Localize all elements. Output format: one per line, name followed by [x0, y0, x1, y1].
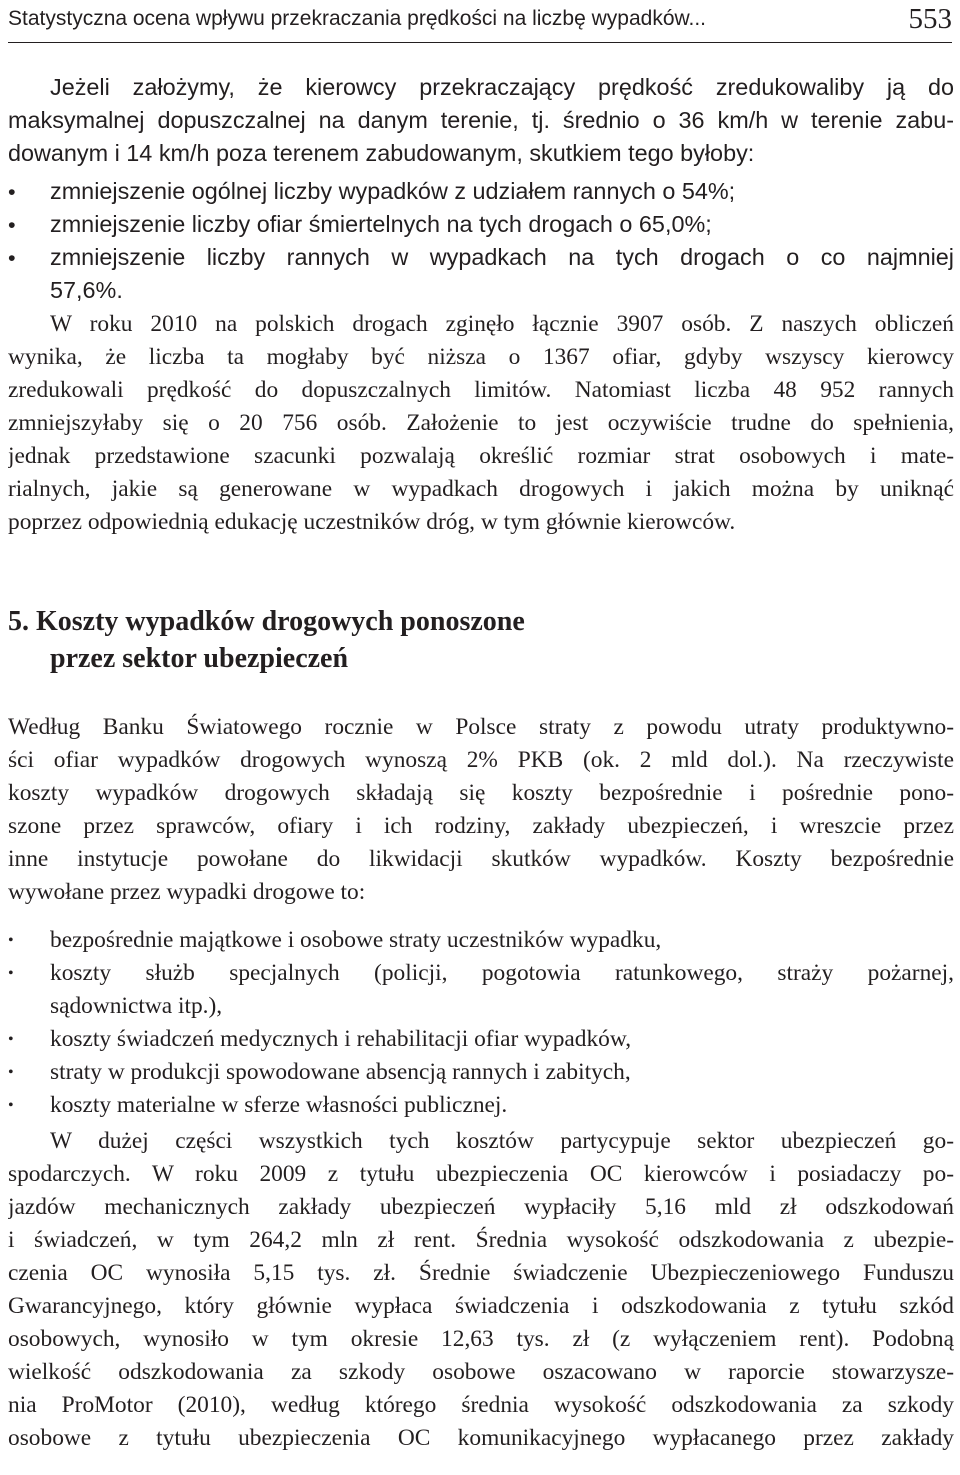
costs-intro-paragraph — [8, 711, 954, 909]
list-item-text: sądownictwa itp.), — [50, 993, 223, 1019]
direct-costs-list — [8, 924, 954, 1122]
text-line: poprzez odpowiednią edukację uczestników dróg, w tym głównie kierowców. — [8, 509, 736, 535]
text-line: i świadczeń, w tym 264,2 mln zł rent. Średnia wysokość odszkodowania z ubezpie- — [8, 1227, 954, 1253]
bullet-icon: • — [8, 245, 16, 270]
list-item-text: koszty materialne w sferze własności publicznej. — [50, 1092, 508, 1118]
text-line: rialnych, jakie są generowane w wypadkach drogowych i jakich można by uniknąć — [8, 476, 954, 502]
list-item — [8, 1023, 954, 1056]
list-item-text: 57,6%. — [50, 277, 123, 303]
bullet-icon: • — [8, 965, 14, 982]
text-line: zmniejszyłaby się o 20 756 osób. Założenie to jest oczywiście trudne do spełnienia, — [8, 410, 954, 436]
bullet-icon: • — [8, 1097, 14, 1114]
list-item-text: bezpośrednie majątkowe i osobowe straty uczestników wypadku, — [50, 927, 662, 953]
fatalities-paragraph — [8, 308, 954, 539]
section-heading — [8, 603, 954, 677]
list-item — [8, 957, 954, 1023]
text-line: czenia OC wynosiła 5,15 tys. zł. Średnie świadczenie Ubezpieczeniowego Funduszu — [8, 1260, 954, 1286]
text-line: inne instytucje powołane do likwidacji skutków wypadków. Koszty bezpośrednie — [8, 846, 954, 872]
bullet-icon: • — [8, 212, 16, 237]
insurance-sector-paragraph — [8, 1125, 954, 1455]
text-line: osobowe z tytułu ubezpieczenia OC komunikacyjnego wypłacanego przez zakłady — [8, 1425, 954, 1451]
text-line: wynika, że liczba ta mogłaby być niższa o 1367 ofiar, gdyby wszyscy kierowcy — [8, 344, 954, 370]
list-item-text: zmniejszenie ogólnej liczby wypadków z udziałem rannych o 54%; — [50, 178, 736, 204]
text-line: dowanym i 14 km/h poza terenem zabudowanym, skutkiem tego byłoby: — [8, 140, 755, 166]
text-line: jednak przedstawione szacunki pozwalają określić rozmiar strat osobowych i mate- — [8, 443, 954, 469]
section-title-line: 5. Koszty wypadków drogowych ponoszone — [8, 606, 525, 637]
text-line: Gwarancyjnego, który głównie wypłaca świadczenia i odszkodowania z tytułu szkód — [8, 1293, 954, 1319]
text-line: Jeżeli założymy, że kierowcy przekraczający prędkość zredukowaliby ją do — [50, 74, 954, 100]
bullet-icon: • — [8, 179, 16, 204]
bullet-icon: • — [8, 932, 14, 949]
text-line: W dużej części wszystkich tych kosztów partycypuje sektor ubezpieczeń go- — [50, 1128, 954, 1154]
speed-reduction-paragraph — [8, 71, 954, 170]
list-item — [8, 1089, 954, 1122]
text-line: maksymalnej dopuszczalnej na danym terenie, tj. średnio o 36 km/h w terenie zabu- — [8, 107, 954, 133]
list-item-text: straty w produkcji spowodowane absencją rannych i zabitych, — [50, 1059, 631, 1085]
list-item — [8, 924, 954, 957]
list-item-text: koszty służb specjalnych (policji, pogotowia ratunkowego, straży pożarnej, — [50, 960, 954, 986]
list-item-text: koszty świadczeń medycznych i rehabilitacji ofiar wypadków, — [50, 1026, 632, 1052]
list-item-text: zmniejszenie liczby rannych w wypadkach na tych drogach o co najmniej — [50, 244, 954, 270]
running-title: Statystyczna ocena wpływu przekraczania prędkości na liczbę wypadków... — [8, 7, 707, 30]
text-line: spodarczych. W roku 2009 z tytułu ubezpieczenia OC kierowców i posiadaczy po- — [8, 1161, 954, 1187]
list-item — [8, 175, 954, 208]
section-title-line: przez sektor ubezpieczeń — [50, 643, 349, 674]
bullet-icon: • — [8, 1031, 14, 1048]
bullet-icon: • — [8, 1064, 14, 1081]
text-line: koszty wypadków drogowych składają się koszty bezpośrednie i pośrednie pono- — [8, 780, 954, 806]
page-number: 553 — [908, 3, 952, 35]
text-line: Według Banku Światowego rocznie w Polsce straty z powodu utraty produktywno- — [8, 714, 954, 740]
text-line: zredukowali prędkość do dopuszczalnych limitów. Natomiast liczba 48 952 rannych — [8, 377, 954, 403]
text-line: osobowych, wynosiło w tym okresie 12,63 tys. zł (z wyłączeniem rent). Podobną — [8, 1326, 954, 1352]
text-line: wywołane przez wypadki drogowe to: — [8, 879, 366, 905]
text-line: jazdów mechanicznych zakłady ubezpieczeń wypłaciły 5,16 mld zł odszkodowań — [8, 1194, 954, 1220]
speed-reduction-bullets — [8, 175, 954, 307]
list-item — [8, 241, 954, 307]
list-item — [8, 208, 954, 241]
text-line: W roku 2010 na polskich drogach zginęło łącznie 3907 osób. Z naszych obliczeń — [50, 311, 954, 337]
text-line: wielkość odszkodowania za szkody osobowe oszacowano w raporcie stowarzysze- — [8, 1359, 954, 1385]
page-header — [8, 0, 952, 43]
text-line: nia ProMotor (2010), według którego średnia wysokość odszkodowania za szkody — [8, 1392, 954, 1418]
list-item — [8, 1056, 954, 1089]
text-line: ści ofiar wypadków drogowych wynoszą 2% PKB (ok. 2 mld dol.). Na rzeczywiste — [8, 747, 954, 773]
text-line: szone przez sprawców, ofiary i ich rodziny, zakłady ubezpieczeń, i wreszcie przez — [8, 813, 954, 839]
list-item-text: zmniejszenie liczby ofiar śmiertelnych na tych drogach o 65,0%; — [50, 211, 712, 237]
